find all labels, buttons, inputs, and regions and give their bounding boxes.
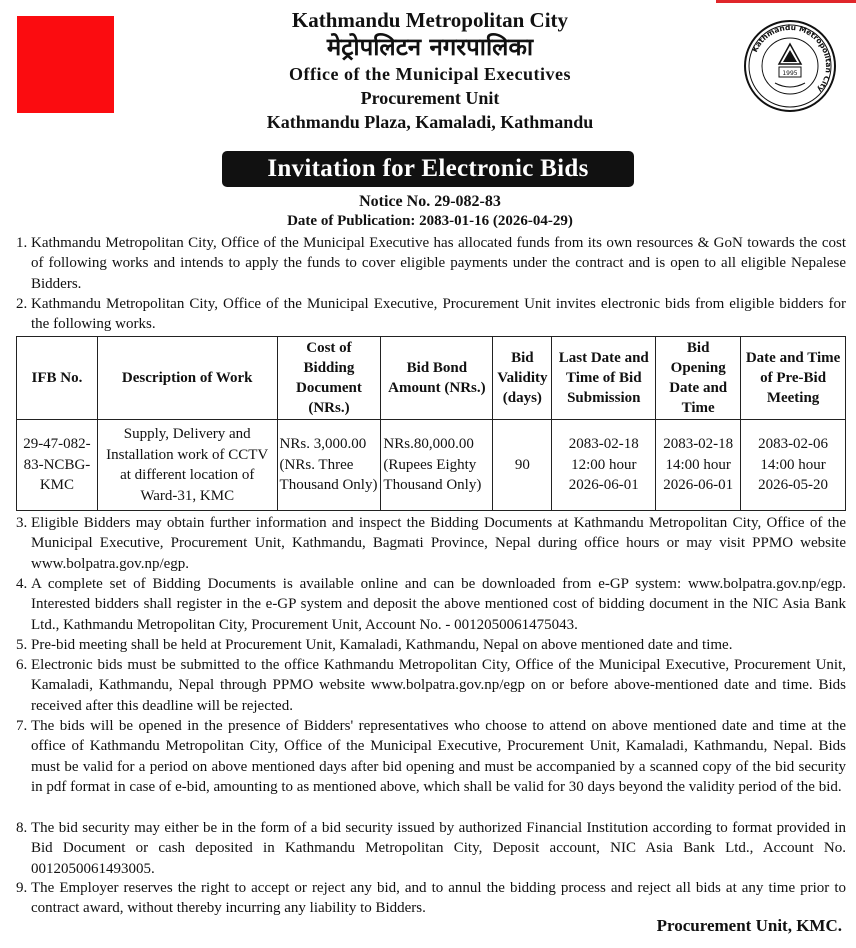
point-4: 4. A complete set of Bidding Documents is available online and can be downloaded from e-GP system: www.bolpatra.gov.np/egp. Interested bidders shall register in the e-GP system and deposit the above mentioned cost of bidding document in the NIC Asia Bank Ltd., Kathmandu Metropolitan City, Procurement Unit, Account No. - 0012050061475043.: [16, 576, 846, 633]
ifb-number: 29-47-082-83-NCBG-KMC: [17, 420, 98, 511]
city-name: Kathmandu Metropolitan City: [291, 8, 569, 32]
publication-date: Date of Publication: 2083-01-16 (2026-04-29): [287, 213, 573, 229]
point-9: 9. The Employer reserves the right to accept or reject any bid, and to annul the bidding process and reject all bids at any time prior to contract award, without thereby incurring any liability to Bidders.: [16, 880, 846, 917]
submission-deadline: 2083-02-18 12:00 hour 2026-06-01: [552, 420, 656, 511]
point-3: 3. Eligible Bidders may obtain further information and inspect the Bidding Documents at Kathmandu Metropolitan City, Office of the Municipal Executive, Procurement Unit, Kathmandu, Bagmati Province, Nepal during office hours or may visit PPMO website www.bolpatra.gov.np/egp.: [16, 515, 846, 572]
notice-number: Notice No. 29-082-83: [359, 193, 501, 210]
intro-point-1: 1. Kathmandu Metropolitan City, Office of the Municipal Executive has allocated funds from its own resources & GoN towards the cost of following works and intends to apply the funds to cover eligible payments under the contract and is open to all eligible Nepalese Bidders.: [16, 235, 846, 292]
pre-bid-meeting: 2083-02-06 14:00 hour 2026-05-20: [741, 420, 846, 511]
top-edge-rule: [716, 0, 856, 3]
table-header-cell: Bid Validity (days): [493, 337, 552, 420]
nepali-city-name: मेट्रोपलिटन नगरपालिका: [326, 33, 534, 61]
kmc-seal-icon: [743, 19, 837, 113]
seal-year: 1995: [782, 70, 798, 77]
table-header-cell: Cost of Bidding Document (NRs.): [277, 337, 381, 420]
table-header-cell: Last Date and Time of Bid Submission: [552, 337, 656, 420]
intro-point-2: 2. Kathmandu Metropolitan City, Office of the Municipal Executive, Procurement Unit invites electronic bids from eligible bidders for the following works.: [16, 296, 846, 333]
office-address: Kathmandu Plaza, Kamaladi, Kathmandu: [266, 112, 594, 132]
table-header-cell: Bid Opening Date and Time: [656, 337, 741, 420]
table-header-cell: Bid Bond Amount (NRs.): [381, 337, 493, 420]
invitation-banner: Invitation for Electronic Bids: [222, 151, 634, 187]
document-header: [150, 8, 710, 134]
office-name: Office of the Municipal Executives: [289, 64, 571, 84]
table-header-cell: Description of Work: [97, 337, 277, 420]
table-header-row: [17, 337, 846, 420]
red-logo-placeholder: [17, 16, 114, 113]
table-row: [17, 420, 846, 511]
signature-footer: Procurement Unit, KMC.: [656, 916, 842, 935]
bid-bond-amount: NRs.80,000.00 (Rupees Eighty Thousand Only): [381, 420, 493, 511]
table-header-cell: IFB No.: [17, 337, 98, 420]
point-7: 7. The bids will be opened in the presence of Bidders' representatives who choose to attend on above mentioned date and time at the office of Kathmandu Metropolitan City, Office of the Municipal Executive, Procurement Unit, Kamaladi, Kathmandu, Nepal. Bids must be valid for a period on above mentioned days after bid opening and must be accompanied by a scanned copy of the bid security in pdf format in case of e-bid, amounting to as mentioned above, which shall be valid for 30 days beyond the validity period of the bid.: [16, 718, 846, 795]
bid-validity: 90: [493, 420, 552, 511]
bid-opening: 2083-02-18 14:00 hour 2026-06-01: [656, 420, 741, 511]
bids-table: [16, 336, 846, 511]
point-6: 6. Electronic bids must be submitted to the office Kathmandu Metropolitan City, Office of the Municipal Executive, Procurement Unit, Kamaladi, Kathmandu, Nepal through PPMO website www.bolpatra.gov.np/egp on or before above-mentioned date and time. Bids received after this deadline will be rejected.: [16, 657, 846, 714]
table-header-cell: Date and Time of Pre-Bid Meeting: [741, 337, 846, 420]
unit-name: Procurement Unit: [360, 88, 500, 108]
notice-block: [150, 192, 710, 231]
bidding-document-cost: NRs. 3,000.00 (NRs. Three Thousand Only): [277, 420, 381, 511]
seal-ring-text: Kathmandu Metropolitan City: [750, 22, 834, 95]
work-description: Supply, Delivery and Installation work of CCTV at different location of Ward-31, KMC: [97, 420, 277, 511]
point-8: 8. The bid security may either be in the form of a bid security issued by authorized Financial Institution according to format provided in Bid Document or cash deposited in Kathmandu Metropolitan City, Deposit account, NIC Asia Bank Ltd., Account No. 0012050061493005.: [16, 820, 846, 877]
point-5: 5. Pre-bid meeting shall be held at Procurement Unit, Kamaladi, Kathmandu, Nepal on above mentioned date and time.: [16, 637, 733, 653]
